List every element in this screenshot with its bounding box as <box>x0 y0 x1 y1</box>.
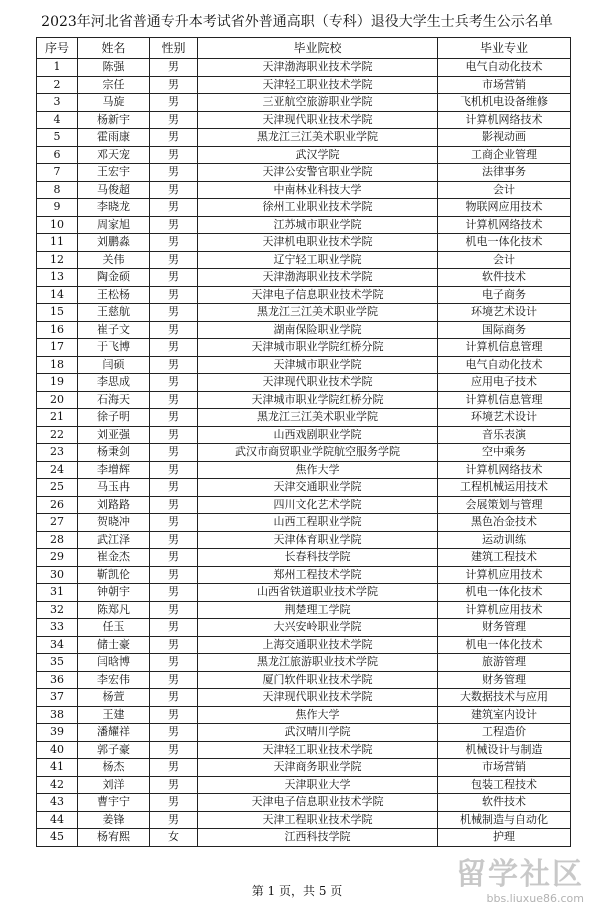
cell-name: 刘路路 <box>78 496 150 514</box>
cell-number: 26 <box>37 496 78 514</box>
cell-major: 计算机网络技术 <box>438 461 571 479</box>
cell-name: 陶金硕 <box>78 269 150 287</box>
cell-number: 11 <box>37 234 78 252</box>
cell-name: 于飞博 <box>78 339 150 357</box>
table-row <box>37 654 571 672</box>
cell-school: 天津商务职业学院 <box>198 759 438 777</box>
cell-school: 天津体育职业学院 <box>198 531 438 549</box>
cell-school: 天津现代职业技术学院 <box>198 111 438 129</box>
cell-major: 包装工程技术 <box>438 776 571 794</box>
cell-major: 电气自动化技术 <box>438 356 571 374</box>
table-row <box>37 251 571 269</box>
table-row <box>37 741 571 759</box>
cell-major: 旅游管理 <box>438 654 571 672</box>
cell-school: 天津轻工职业技术学院 <box>198 741 438 759</box>
cell-gender: 男 <box>150 286 198 304</box>
cell-number: 24 <box>37 461 78 479</box>
cell-gender: 男 <box>150 269 198 287</box>
header-cell-major: 毕业专业 <box>438 38 571 59</box>
table-row <box>37 356 571 374</box>
cell-major: 应用电子技术 <box>438 374 571 392</box>
cell-school: 武汉晴川学院 <box>198 724 438 742</box>
cell-school: 武汉学院 <box>198 146 438 164</box>
cell-major: 机械设计与制造 <box>438 741 571 759</box>
cell-number: 20 <box>37 391 78 409</box>
cell-major: 飞机机电设备维修 <box>438 94 571 112</box>
cell-school: 郑州工程技术学院 <box>198 566 438 584</box>
table-row <box>37 829 571 847</box>
cell-school: 荆楚理工学院 <box>198 601 438 619</box>
cell-name: 陈强 <box>78 59 150 77</box>
cell-name: 姜锋 <box>78 811 150 829</box>
cell-gender: 男 <box>150 776 198 794</box>
cell-major: 音乐表演 <box>438 426 571 444</box>
cell-name: 杨秉剑 <box>78 444 150 462</box>
cell-gender: 男 <box>150 741 198 759</box>
page-footer: 第 1 页，共 5 页 <box>251 884 343 898</box>
cell-number: 25 <box>37 479 78 497</box>
table-row <box>37 76 571 94</box>
table-row <box>37 181 571 199</box>
cell-number: 14 <box>37 286 78 304</box>
cell-school: 天津工程职业技术学院 <box>198 811 438 829</box>
cell-school: 上海交通职业技术学院 <box>198 636 438 654</box>
cell-major: 财务管理 <box>438 619 571 637</box>
cell-school: 湖南保险职业学院 <box>198 321 438 339</box>
table-row <box>37 776 571 794</box>
cell-number: 13 <box>37 269 78 287</box>
table-row <box>37 199 571 217</box>
table-row <box>37 426 571 444</box>
table-row <box>37 339 571 357</box>
cell-number: 45 <box>37 829 78 847</box>
cell-major: 环境艺术设计 <box>438 409 571 427</box>
watermark-logo <box>434 858 584 913</box>
table-row <box>37 94 571 112</box>
cell-major: 影视动画 <box>438 129 571 147</box>
cell-major: 建筑室内设计 <box>438 706 571 724</box>
cell-gender: 男 <box>150 76 198 94</box>
cell-major: 国际商务 <box>438 321 571 339</box>
cell-school: 天津城市职业学院 <box>198 356 438 374</box>
cell-name: 闫硕 <box>78 356 150 374</box>
cell-number: 5 <box>37 129 78 147</box>
cell-school: 焦作大学 <box>198 461 438 479</box>
cell-name: 王建 <box>78 706 150 724</box>
cell-major: 软件技术 <box>438 794 571 812</box>
cell-major: 护理 <box>438 829 571 847</box>
cell-school: 四川文化艺术学院 <box>198 496 438 514</box>
cell-gender: 男 <box>150 531 198 549</box>
cell-school: 辽宁轻工职业学院 <box>198 251 438 269</box>
cell-number: 18 <box>37 356 78 374</box>
cell-name: 王宏宇 <box>78 164 150 182</box>
cell-major: 会计 <box>438 181 571 199</box>
cell-gender: 男 <box>150 601 198 619</box>
cell-school: 天津现代职业技术学院 <box>198 374 438 392</box>
cell-name: 李增辉 <box>78 461 150 479</box>
cell-school: 天津公安警官职业学院 <box>198 164 438 182</box>
cell-gender: 男 <box>150 566 198 584</box>
table-header <box>37 38 571 59</box>
cell-gender: 男 <box>150 409 198 427</box>
cell-major: 计算机信息管理 <box>438 339 571 357</box>
table-row <box>37 111 571 129</box>
cell-school: 天津电子信息职业技术学院 <box>198 794 438 812</box>
cell-gender: 男 <box>150 689 198 707</box>
cell-number: 7 <box>37 164 78 182</box>
cell-major: 环境艺术设计 <box>438 304 571 322</box>
cell-name: 邓天宠 <box>78 146 150 164</box>
cell-number: 22 <box>37 426 78 444</box>
cell-major: 机电一体化技术 <box>438 584 571 602</box>
cell-school: 中南林业科技大学 <box>198 181 438 199</box>
cell-gender: 男 <box>150 251 198 269</box>
cell-number: 29 <box>37 549 78 567</box>
cell-gender: 男 <box>150 479 198 497</box>
cell-number: 19 <box>37 374 78 392</box>
cell-number: 4 <box>37 111 78 129</box>
cell-gender: 男 <box>150 549 198 567</box>
cell-gender: 男 <box>150 391 198 409</box>
cell-gender: 男 <box>150 496 198 514</box>
cell-number: 31 <box>37 584 78 602</box>
cell-major: 会展策划与管理 <box>438 496 571 514</box>
cell-name: 任玉 <box>78 619 150 637</box>
roster-table <box>36 37 571 847</box>
cell-number: 10 <box>37 216 78 234</box>
cell-gender: 男 <box>150 216 198 234</box>
table-row <box>37 636 571 654</box>
cell-major: 计算机应用技术 <box>438 566 571 584</box>
cell-major: 机电一体化技术 <box>438 636 571 654</box>
cell-number: 38 <box>37 706 78 724</box>
cell-number: 42 <box>37 776 78 794</box>
cell-number: 6 <box>37 146 78 164</box>
cell-school: 黑龙江三江美术职业学院 <box>198 304 438 322</box>
header-cell-name: 姓名 <box>78 38 150 59</box>
cell-gender: 男 <box>150 724 198 742</box>
table-row <box>37 479 571 497</box>
table-row <box>37 531 571 549</box>
watermark-text: 留学社区 <box>456 857 584 892</box>
table-row <box>37 689 571 707</box>
cell-name: 靳凯伦 <box>78 566 150 584</box>
cell-name: 崔子文 <box>78 321 150 339</box>
cell-school: 焦作大学 <box>198 706 438 724</box>
cell-school: 江西科技学院 <box>198 829 438 847</box>
table-row <box>37 584 571 602</box>
table-row <box>37 409 571 427</box>
cell-number: 23 <box>37 444 78 462</box>
cell-name: 曹宇宁 <box>78 794 150 812</box>
cell-school: 天津现代职业技术学院 <box>198 689 438 707</box>
header-row <box>37 38 571 59</box>
table-row <box>37 374 571 392</box>
cell-gender: 男 <box>150 619 198 637</box>
cell-name: 贺晓冲 <box>78 514 150 532</box>
cell-gender: 男 <box>150 671 198 689</box>
cell-name: 马旋 <box>78 94 150 112</box>
cell-name: 徐子明 <box>78 409 150 427</box>
cell-gender: 男 <box>150 164 198 182</box>
cell-major: 工商企业管理 <box>438 146 571 164</box>
cell-major: 大数据技术与应用 <box>438 689 571 707</box>
cell-school: 天津交通职业学院 <box>198 479 438 497</box>
cell-number: 40 <box>37 741 78 759</box>
table-row <box>37 601 571 619</box>
cell-gender: 男 <box>150 321 198 339</box>
table-row <box>37 164 571 182</box>
cell-name: 关伟 <box>78 251 150 269</box>
table-row <box>37 794 571 812</box>
cell-number: 35 <box>37 654 78 672</box>
cell-name: 杨杰 <box>78 759 150 777</box>
cell-number: 36 <box>37 671 78 689</box>
cell-name: 闫晗博 <box>78 654 150 672</box>
cell-school: 山西戏剧职业学院 <box>198 426 438 444</box>
cell-name: 石海天 <box>78 391 150 409</box>
cell-school: 天津轻工职业技术学院 <box>198 76 438 94</box>
cell-number: 9 <box>37 199 78 217</box>
cell-gender: 男 <box>150 444 198 462</box>
table-row <box>37 759 571 777</box>
table-row <box>37 59 571 77</box>
cell-major: 会计 <box>438 251 571 269</box>
cell-name: 刘亚强 <box>78 426 150 444</box>
cell-name: 杨新宇 <box>78 111 150 129</box>
cell-gender: 男 <box>150 584 198 602</box>
cell-name: 马俊超 <box>78 181 150 199</box>
cell-school: 长春科技学院 <box>198 549 438 567</box>
cell-number: 41 <box>37 759 78 777</box>
cell-gender: 男 <box>150 94 198 112</box>
cell-school: 三亚航空旅游职业学院 <box>198 94 438 112</box>
cell-number: 34 <box>37 636 78 654</box>
cell-school: 黑龙江三江美术职业学院 <box>198 129 438 147</box>
cell-gender: 男 <box>150 759 198 777</box>
cell-name: 武江泽 <box>78 531 150 549</box>
cell-school: 天津城市职业学院红桥分院 <box>198 391 438 409</box>
table-row <box>37 671 571 689</box>
cell-gender: 男 <box>150 706 198 724</box>
table-row <box>37 706 571 724</box>
cell-school: 山西省铁道职业技术学院 <box>198 584 438 602</box>
table-row <box>37 549 571 567</box>
cell-gender: 男 <box>150 146 198 164</box>
cell-gender: 男 <box>150 199 198 217</box>
cell-major: 工程造价 <box>438 724 571 742</box>
cell-gender: 男 <box>150 59 198 77</box>
cell-number: 39 <box>37 724 78 742</box>
cell-school: 天津渤海职业技术学院 <box>198 269 438 287</box>
cell-number: 21 <box>37 409 78 427</box>
cell-major: 运动训练 <box>438 531 571 549</box>
cell-number: 37 <box>37 689 78 707</box>
cell-gender: 男 <box>150 514 198 532</box>
cell-major: 机电一体化技术 <box>438 234 571 252</box>
cell-number: 17 <box>37 339 78 357</box>
table-row <box>37 286 571 304</box>
cell-major: 市场营销 <box>438 76 571 94</box>
cell-name: 李宏伟 <box>78 671 150 689</box>
cell-gender: 男 <box>150 339 198 357</box>
cell-major: 电气自动化技术 <box>438 59 571 77</box>
cell-number: 30 <box>37 566 78 584</box>
cell-name: 霍雨康 <box>78 129 150 147</box>
cell-school: 黑龙江旅游职业技术学院 <box>198 654 438 672</box>
cell-number: 27 <box>37 514 78 532</box>
cell-major: 黑色冶金技术 <box>438 514 571 532</box>
cell-school: 天津机电职业技术学院 <box>198 234 438 252</box>
cell-gender: 男 <box>150 461 198 479</box>
cell-gender: 男 <box>150 811 198 829</box>
cell-major: 建筑工程技术 <box>438 549 571 567</box>
cell-name: 李晓龙 <box>78 199 150 217</box>
table-row <box>37 304 571 322</box>
cell-name: 郭子豪 <box>78 741 150 759</box>
cell-gender: 男 <box>150 111 198 129</box>
cell-number: 1 <box>37 59 78 77</box>
cell-name: 杨萱 <box>78 689 150 707</box>
cell-number: 8 <box>37 181 78 199</box>
cell-major: 电子商务 <box>438 286 571 304</box>
table-body <box>37 59 571 847</box>
cell-gender: 男 <box>150 374 198 392</box>
cell-gender: 男 <box>150 181 198 199</box>
cell-gender: 男 <box>150 794 198 812</box>
cell-gender: 男 <box>150 234 198 252</box>
cell-number: 44 <box>37 811 78 829</box>
cell-major: 软件技术 <box>438 269 571 287</box>
table-row <box>37 269 571 287</box>
cell-school: 厦门软件职业技术学院 <box>198 671 438 689</box>
table-row <box>37 444 571 462</box>
table-row <box>37 216 571 234</box>
cell-school: 徐州工业职业技术学院 <box>198 199 438 217</box>
document-title: 2023年河北省普通专升本考试省外普通高职（专科）退役大学生士兵考生公示名单 <box>41 14 553 30</box>
header-cell-school: 毕业院校 <box>198 38 438 59</box>
cell-gender: 男 <box>150 304 198 322</box>
watermark-url: bbs.liuxue86.com <box>486 892 584 905</box>
cell-number: 2 <box>37 76 78 94</box>
cell-name: 王松杨 <box>78 286 150 304</box>
cell-major: 机械制造与自动化 <box>438 811 571 829</box>
table-row <box>37 321 571 339</box>
cell-school: 天津电子信息职业技术学院 <box>198 286 438 304</box>
cell-major: 工程机械运用技术 <box>438 479 571 497</box>
cell-major: 物联网应用技术 <box>438 199 571 217</box>
cell-number: 28 <box>37 531 78 549</box>
header-cell-number: 序号 <box>37 38 78 59</box>
cell-school: 黑龙江三江美术职业学院 <box>198 409 438 427</box>
cell-number: 12 <box>37 251 78 269</box>
cell-school: 大兴安岭职业学院 <box>198 619 438 637</box>
cell-name: 王慈航 <box>78 304 150 322</box>
cell-name: 刘鹏淼 <box>78 234 150 252</box>
cell-major: 空中乘务 <box>438 444 571 462</box>
table-row <box>37 234 571 252</box>
cell-number: 3 <box>37 94 78 112</box>
cell-major: 财务管理 <box>438 671 571 689</box>
cell-gender: 男 <box>150 636 198 654</box>
header-cell-gender: 性别 <box>150 38 198 59</box>
cell-gender: 男 <box>150 654 198 672</box>
cell-major: 计算机网络技术 <box>438 216 571 234</box>
cell-major: 计算机信息管理 <box>438 391 571 409</box>
cell-number: 32 <box>37 601 78 619</box>
cell-school: 武汉市商贸职业学院航空服务学院 <box>198 444 438 462</box>
cell-school: 天津渤海职业技术学院 <box>198 59 438 77</box>
cell-number: 16 <box>37 321 78 339</box>
cell-number: 15 <box>37 304 78 322</box>
table-row <box>37 619 571 637</box>
table-row <box>37 514 571 532</box>
cell-major: 计算机应用技术 <box>438 601 571 619</box>
cell-name: 周家旭 <box>78 216 150 234</box>
table-row <box>37 724 571 742</box>
cell-number: 33 <box>37 619 78 637</box>
cell-name: 李思成 <box>78 374 150 392</box>
table-row <box>37 391 571 409</box>
cell-name: 刘洋 <box>78 776 150 794</box>
table-row <box>37 129 571 147</box>
cell-gender: 女 <box>150 829 198 847</box>
cell-major: 法律事务 <box>438 164 571 182</box>
table-row <box>37 461 571 479</box>
cell-school: 天津职业大学 <box>198 776 438 794</box>
cell-name: 杨宥熙 <box>78 829 150 847</box>
cell-school: 江苏城市职业学院 <box>198 216 438 234</box>
cell-school: 天津城市职业学院红桥分院 <box>198 339 438 357</box>
cell-name: 马玉冉 <box>78 479 150 497</box>
cell-name: 钟朝宇 <box>78 584 150 602</box>
table-row <box>37 566 571 584</box>
table-row <box>37 496 571 514</box>
cell-major: 计算机网络技术 <box>438 111 571 129</box>
table-row <box>37 811 571 829</box>
cell-name: 崔金杰 <box>78 549 150 567</box>
cell-gender: 男 <box>150 129 198 147</box>
cell-school: 山西工程职业学院 <box>198 514 438 532</box>
cell-name: 储士豪 <box>78 636 150 654</box>
cell-name: 宗任 <box>78 76 150 94</box>
cell-name: 潘耀祥 <box>78 724 150 742</box>
cell-major: 市场营销 <box>438 759 571 777</box>
cell-gender: 男 <box>150 356 198 374</box>
cell-gender: 男 <box>150 426 198 444</box>
cell-number: 43 <box>37 794 78 812</box>
table-row <box>37 146 571 164</box>
cell-name: 陈郑凡 <box>78 601 150 619</box>
